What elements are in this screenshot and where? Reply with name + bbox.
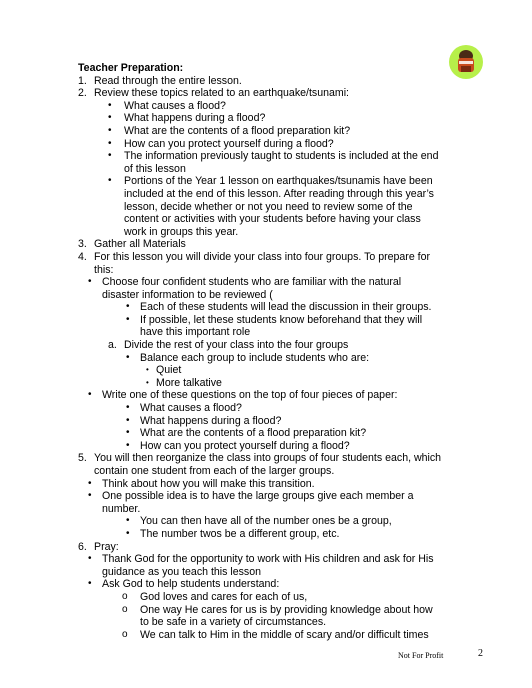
list-item: • Quiet xyxy=(146,364,182,377)
list-item: • You can then have all of the number ones be a group, xyxy=(126,515,392,528)
footer-text: Not For Profit xyxy=(398,651,444,660)
list-item-continuation: have this important role xyxy=(140,326,251,339)
list-item: • Each of these students will lead the discussion in their groups. xyxy=(126,301,432,314)
list-item: • What are the contents of a flood preparation kit? xyxy=(108,124,351,137)
list-item: 3. Gather all Materials xyxy=(78,238,186,251)
list-item-continuation: of this lesson xyxy=(124,162,186,175)
list-item: a. Divide the rest of your class into the four groups xyxy=(108,339,349,352)
list-item: • Ask God to help students understand: xyxy=(88,578,280,591)
section-heading: Teacher Preparation: xyxy=(78,62,184,74)
list-item-continuation: content or activities with your students before having your class xyxy=(124,213,421,226)
list-item: • What causes a flood? xyxy=(126,402,242,415)
list-item: • How can you protect yourself during a flood? xyxy=(108,137,334,150)
list-item: • What happens during a flood? xyxy=(108,112,266,125)
list-item: 2. Review these topics related to an earthquake/tsunami: xyxy=(78,87,349,100)
list-item-continuation: contain one student from each of the larger groups. xyxy=(94,465,335,477)
page-number: 2 xyxy=(478,648,483,659)
list-item: o We can talk to Him in the middle of scary and/or difficult times xyxy=(122,628,429,641)
list-item: • The number twos be a different group, etc. xyxy=(126,527,340,540)
list-item: • What causes a flood? xyxy=(108,99,226,112)
list-item: • Portions of the Year 1 lesson on earthquakes/tsunamis have been xyxy=(108,175,433,188)
list-item: • Choose four confident students who are familiar with the natural xyxy=(88,276,402,289)
list-item: 5. You will then reorganize the class into groups of four students each, which xyxy=(78,452,442,465)
list-item: • The information previously taught to students is included at the end xyxy=(108,150,439,163)
list-item: • More talkative xyxy=(146,376,222,389)
list-item: • If possible, let these students know beforehand that they will xyxy=(126,313,423,326)
list-item: • How can you protect yourself during a flood? xyxy=(126,439,350,452)
list-item-continuation: lesson, decide whether or not you need to review some of the xyxy=(124,200,413,213)
list-item: • What happens during a flood? xyxy=(126,414,282,427)
list-item: o God loves and cares for each of us, xyxy=(122,590,308,603)
list-item-continuation: disaster information to be reviewed ( xyxy=(102,288,273,301)
list-item: o One way He cares for us is by providing knowledge about how xyxy=(122,603,433,616)
teacher-preparation-section xyxy=(78,62,478,641)
list-item-continuation: guidance as you teach this lesson xyxy=(102,565,262,578)
list-item-continuation: to be safe in a variety of circumstances. xyxy=(140,616,327,629)
list-item: • Balance each group to include students who are: xyxy=(126,351,370,364)
list-item: • Think about how you will make this transition. xyxy=(88,477,315,490)
list-item: 6. Pray: xyxy=(78,540,119,553)
list-item-continuation: included at the end of this lesson. After reading through this year’s xyxy=(124,187,434,200)
list-item: • What are the contents of a flood preparation kit? xyxy=(126,427,367,440)
list-item-continuation: work in groups this year. xyxy=(124,225,239,238)
list-item-continuation: this: xyxy=(94,263,114,276)
list-item: • Thank God for the opportunity to work with His children and ask for His xyxy=(88,553,434,566)
list-item: 1. Read through the entire lesson. xyxy=(78,74,242,87)
list-item: 4. For this lesson you will divide your class into four groups. To prepare for xyxy=(78,250,431,263)
list-item: • One possible idea is to have the large groups give each member a xyxy=(88,490,414,503)
list-item-continuation: number. xyxy=(102,502,141,515)
list-item: • Write one of these questions on the top of four pieces of paper: xyxy=(88,389,398,402)
